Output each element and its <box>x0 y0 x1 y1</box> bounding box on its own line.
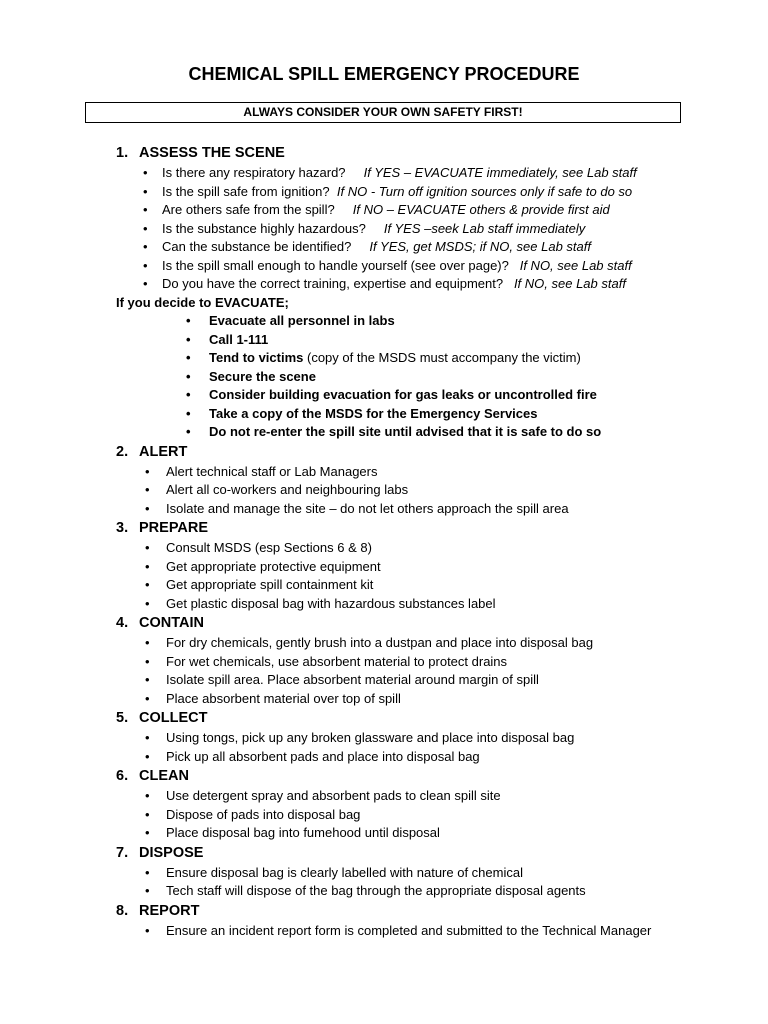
item-text: Alert all co-workers and neighbouring labs <box>166 482 409 497</box>
section-heading <box>0 843 768 863</box>
item-hint: If YES –seek Lab staff immediately <box>383 220 586 236</box>
section-number: 2. <box>116 443 129 460</box>
item-text: Place absorbent material over top of spill <box>166 690 401 706</box>
item-text: Call 1-111 <box>209 331 269 347</box>
bullet-icon: • <box>145 482 150 497</box>
section-heading <box>0 143 768 163</box>
list-item <box>0 824 768 843</box>
item-text: Isolate and manage the site – do not let others approach the spill area <box>166 500 569 516</box>
item-question: Is the spill safe from ignition? <box>162 183 330 199</box>
item-note: (copy of the MSDS must accompany the victim) <box>303 350 581 365</box>
bullet-icon: • <box>145 690 150 706</box>
bullet-icon: • <box>186 368 191 384</box>
bullet-icon: • <box>145 922 150 938</box>
list-item <box>0 690 768 709</box>
item-text: For wet chemicals, use absorbent material to protect drains <box>166 653 508 669</box>
section-number: 7. <box>116 844 129 861</box>
bullet-icon: • <box>145 672 150 687</box>
bullet-icon: • <box>186 405 191 421</box>
section-number: 4. <box>116 615 129 631</box>
list-item <box>0 595 768 614</box>
assess-list <box>0 164 768 294</box>
section-heading <box>0 708 768 728</box>
list-item <box>0 864 768 883</box>
bullet-icon: • <box>186 313 191 328</box>
section-number: 1. <box>116 145 129 161</box>
contain-list <box>0 634 768 708</box>
bullet-icon: • <box>145 748 150 764</box>
bullet-icon: • <box>145 500 150 516</box>
list-item <box>0 729 768 748</box>
section-heading <box>0 518 768 538</box>
item-text: Ensure an incident report form is completed and submitted to the Technical Manager <box>166 922 652 938</box>
section-number: 8. <box>116 902 129 919</box>
bullet-icon: • <box>145 883 150 898</box>
list-item <box>0 500 768 519</box>
list-item <box>0 463 768 482</box>
item-text: Using tongs, pick up any broken glassware and place into disposal bag <box>166 730 575 745</box>
list-item <box>0 748 768 767</box>
item-text: Tend to victims <box>209 350 304 365</box>
section-clean <box>0 766 768 843</box>
item-text: For dry chemicals, gently brush into a dustpan and place into disposal bag <box>166 635 594 650</box>
list-item <box>0 405 768 424</box>
list-item <box>0 164 768 183</box>
section-title: ALERT <box>139 443 188 460</box>
list-item <box>0 634 768 653</box>
list-item <box>0 201 768 220</box>
bullet-icon: • <box>145 653 150 669</box>
bullet-icon: • <box>143 276 148 291</box>
page-title: CHEMICAL SPILL EMERGENCY PROCEDURE <box>188 64 580 84</box>
list-item <box>0 368 768 387</box>
list-item <box>0 558 768 577</box>
list-item <box>0 386 768 405</box>
bullet-icon: • <box>143 165 148 180</box>
item-text: Use detergent spray and absorbent pads to clean spill site <box>166 788 501 803</box>
section-title: REPORT <box>139 902 200 919</box>
section-heading <box>0 442 768 462</box>
list-item <box>0 922 656 941</box>
section-number: 6. <box>116 768 129 784</box>
list-item <box>0 220 768 239</box>
bullet-icon: • <box>186 331 191 347</box>
item-question: Do you have the correct training, expertise and equipment? <box>162 276 504 291</box>
item-text: Get appropriate spill containment kit <box>166 577 374 592</box>
bullet-icon: • <box>145 825 150 840</box>
list-item <box>0 275 768 294</box>
item-hint: If NO – EVACUATE others & provide first aid <box>352 202 610 217</box>
bullet-icon: • <box>143 239 148 254</box>
list-item <box>0 257 768 276</box>
bullet-icon: • <box>145 558 150 574</box>
evacuate-heading: If you decide to EVACUATE; <box>116 294 289 310</box>
section-number: 3. <box>116 520 129 536</box>
item-hint: If NO - Turn off ignition sources only if safe to do so <box>336 183 633 199</box>
bullet-icon: • <box>186 387 191 402</box>
procedure-content <box>0 143 768 940</box>
bullet-icon: • <box>145 463 150 479</box>
item-text: Consider building evacuation for gas leaks or uncontrolled fire <box>209 387 597 402</box>
bullet-icon: • <box>143 183 148 199</box>
item-text: Ensure disposal bag is clearly labelled with nature of chemical <box>166 864 523 880</box>
section-heading <box>0 766 768 786</box>
list-item <box>0 806 768 825</box>
item-text: Take a copy of the MSDS for the Emergency Services <box>209 405 538 421</box>
list-item <box>0 576 768 595</box>
item-text: Secure the scene <box>209 368 316 384</box>
list-item <box>0 423 768 442</box>
item-question: Are others safe from the spill? <box>162 202 335 217</box>
list-item <box>0 653 768 672</box>
section-title: CONTAIN <box>139 615 204 631</box>
section-collect <box>0 708 768 766</box>
bullet-icon: • <box>145 788 150 803</box>
section-title: PREPARE <box>139 520 209 536</box>
alert-list <box>0 463 768 519</box>
list-item <box>0 312 768 331</box>
item-text: Do not re-enter the spill site until advised that it is safe to do so <box>209 424 602 439</box>
section-report <box>0 901 768 941</box>
bullet-icon: • <box>145 806 150 822</box>
report-list <box>0 922 768 941</box>
bullet-icon: • <box>143 220 148 236</box>
bullet-icon: • <box>186 350 191 365</box>
dispose-list <box>0 864 768 901</box>
section-title: COLLECT <box>139 710 208 726</box>
bullet-icon: • <box>145 595 150 611</box>
list-item <box>0 331 768 350</box>
evacuate-list <box>0 312 768 442</box>
item-text: Pick up all absorbent pads and place into disposal bag <box>166 748 480 764</box>
item-question: Is the spill small enough to handle yourself (see over page)? <box>162 257 509 273</box>
list-item <box>0 238 768 257</box>
collect-list <box>0 729 768 766</box>
bullet-icon: • <box>143 257 148 273</box>
safety-banner: ALWAYS CONSIDER YOUR OWN SAFETY FIRST! <box>85 102 681 123</box>
bullet-icon: • <box>145 540 150 555</box>
item-text: Tech staff will dispose of the bag through the appropriate disposal agents <box>166 883 586 898</box>
section-prepare <box>0 518 768 613</box>
item-text: Place disposal bag into fumehood until disposal <box>166 825 440 840</box>
bullet-icon: • <box>145 864 150 880</box>
list-item <box>0 671 768 690</box>
section-dispose <box>0 843 768 901</box>
bullet-icon: • <box>145 635 150 650</box>
section-title: CLEAN <box>139 768 189 784</box>
bullet-icon: • <box>145 577 150 592</box>
list-item <box>0 787 768 806</box>
section-heading <box>0 901 768 921</box>
list-item <box>0 882 768 901</box>
section-contain <box>0 613 768 708</box>
list-item <box>0 349 768 368</box>
item-question: Can the substance be identified? <box>162 239 352 254</box>
prepare-list <box>0 539 768 613</box>
section-alert <box>0 442 768 519</box>
item-question: Is the substance highly hazardous? <box>162 220 366 236</box>
item-text: Alert technical staff or Lab Managers <box>166 463 378 479</box>
item-text: Isolate spill area. Place absorbent material around margin of spill <box>166 672 539 687</box>
item-text: Get appropriate protective equipment <box>166 558 381 574</box>
item-hint: If NO, see Lab staff <box>513 276 626 291</box>
section-assess <box>0 143 768 442</box>
section-title: DISPOSE <box>139 844 204 861</box>
section-title: ASSESS THE SCENE <box>139 145 285 161</box>
item-text: Get plastic disposal bag with hazardous substances label <box>166 595 496 611</box>
clean-list <box>0 787 768 843</box>
item-text: Evacuate all personnel in labs <box>209 313 395 328</box>
bullet-icon: • <box>145 730 150 745</box>
section-number: 5. <box>116 710 129 726</box>
item-hint: If YES, get MSDS; if NO, see Lab staff <box>369 239 591 254</box>
item-text: Consult MSDS (esp Sections 6 & 8) <box>166 540 372 555</box>
list-item <box>0 481 768 500</box>
item-hint: If NO, see Lab staff <box>519 257 632 273</box>
item-hint: If YES – EVACUATE immediately, see Lab staff <box>363 165 637 180</box>
list-item <box>0 539 768 558</box>
section-heading <box>0 613 768 633</box>
item-text: Dispose of pads into disposal bag <box>166 806 361 822</box>
bullet-icon: • <box>186 424 191 439</box>
list-item <box>0 183 768 202</box>
item-question: Is there any respiratory hazard? <box>162 165 346 180</box>
bullet-icon: • <box>143 202 148 217</box>
